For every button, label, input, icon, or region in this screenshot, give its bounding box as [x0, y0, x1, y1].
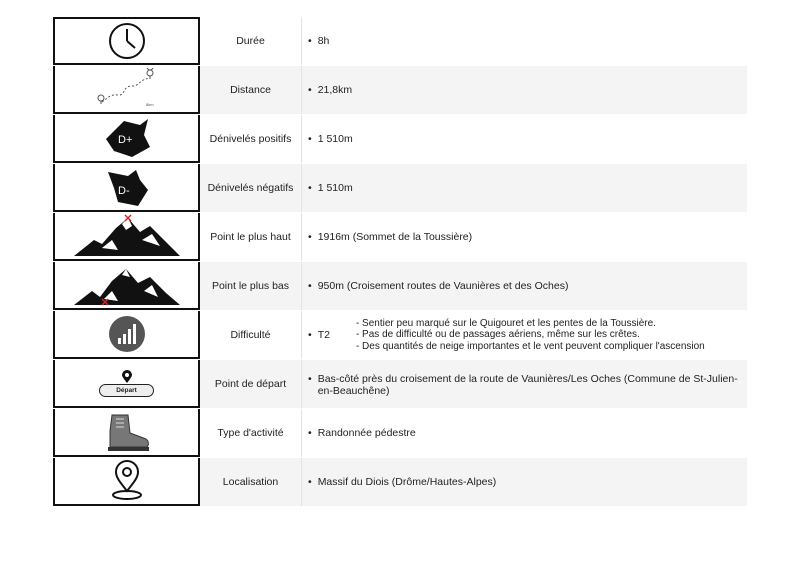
difficulty-icon [53, 311, 200, 359]
row-start-point: Départ Point de départ • Bas-côté près du croisement de la route de Vaunières/Les Oches (Commune de St-Julien-en-Beauchêne) [53, 360, 747, 408]
difficulty-note: - Sentier peu marqué sur le Quigouret et les pentes de la Toussière. [355, 317, 656, 329]
elevation-gain-icon [53, 115, 200, 163]
difficulty-note: - Des quantités de neige importantes et le vent peuvent compliquer l'ascension [355, 340, 705, 352]
clock-icon [53, 17, 200, 65]
elevation-loss-icon [53, 164, 200, 212]
row-label: Distance [200, 66, 302, 114]
location-pin-icon [53, 458, 200, 506]
row-activity-type: Type d'activité • Randonnée pédestre [53, 409, 747, 457]
row-label: Difficulté [200, 311, 302, 359]
route-distance-text: 8km [145, 102, 154, 107]
row-label: Durée [200, 17, 302, 65]
gain-text: D+ [117, 134, 132, 146]
row-highest-point: Point le plus haut • 1916m (Sommet de la Toussière) [53, 213, 747, 261]
difficulty-notes [356, 318, 705, 353]
row-value: 1 510m [317, 182, 353, 194]
row-lowest-point: Point le plus bas • 950m (Croisement routes de Vaunières et des Oches) [53, 262, 747, 310]
row-value: 21,8km [317, 84, 353, 96]
row-distance: 8km Distance • 21,8km [53, 66, 747, 114]
hiking-boot-icon [53, 409, 200, 457]
row-elevation-loss: D- Dénivelés négatifs • 1 510m [53, 164, 747, 212]
row-value: Bas-côté près du croisement de la route de Vaunières/Les Oches (Commune de St-Julien-en-Beauchêne) [317, 373, 738, 397]
row-label: Type d'activité [200, 409, 302, 457]
row-value: 8h [317, 35, 330, 47]
trail-info-table [53, 17, 747, 507]
difficulty-note: - Pas de difficulté ou de passages aériens, même sur les crêtes. [355, 329, 640, 341]
row-label: Localisation [200, 458, 302, 506]
row-value: Massif du Diois (Drôme/Hautes-Alpes) [317, 476, 497, 488]
row-value: Randonnée pédestre [317, 427, 416, 439]
row-label: Point le plus bas [200, 262, 302, 310]
row-elevation-gain: D+ Dénivelés positifs • 1 510m [53, 115, 747, 163]
start-point-icon [53, 360, 200, 408]
loss-text: D- [117, 185, 130, 197]
map-pin-icon [121, 370, 133, 384]
row-value: T2 [317, 329, 330, 341]
row-location: Localisation • Massif du Diois (Drôme/Hautes-Alpes) [53, 458, 747, 506]
row-label: Point le plus haut [200, 213, 302, 261]
row-value: 1916m (Sommet de la Toussière) [317, 231, 473, 243]
row-value: 1 510m [317, 133, 353, 145]
start-badge: Départ [99, 384, 154, 397]
row-value: 950m (Croisement routes de Vaunières et des Oches) [317, 280, 569, 292]
route-icon [53, 66, 200, 114]
row-label: Dénivelés positifs [200, 115, 302, 163]
highest-point-icon [53, 213, 200, 261]
row-duration: Durée • 8h [53, 17, 747, 65]
row-label: Dénivelés négatifs [200, 164, 302, 212]
row-difficulty: Difficulté • T2 - Sentier peu marqué sur le Quigouret et les pentes de la Toussière. - Pas de difficulté ou de passages aériens, même sur les crêtes. - Des quantités de neige importantes et le vent peuvent compliquer l'ascension [53, 311, 747, 359]
lowest-point-icon [53, 262, 200, 310]
row-label: Point de départ [200, 360, 302, 408]
